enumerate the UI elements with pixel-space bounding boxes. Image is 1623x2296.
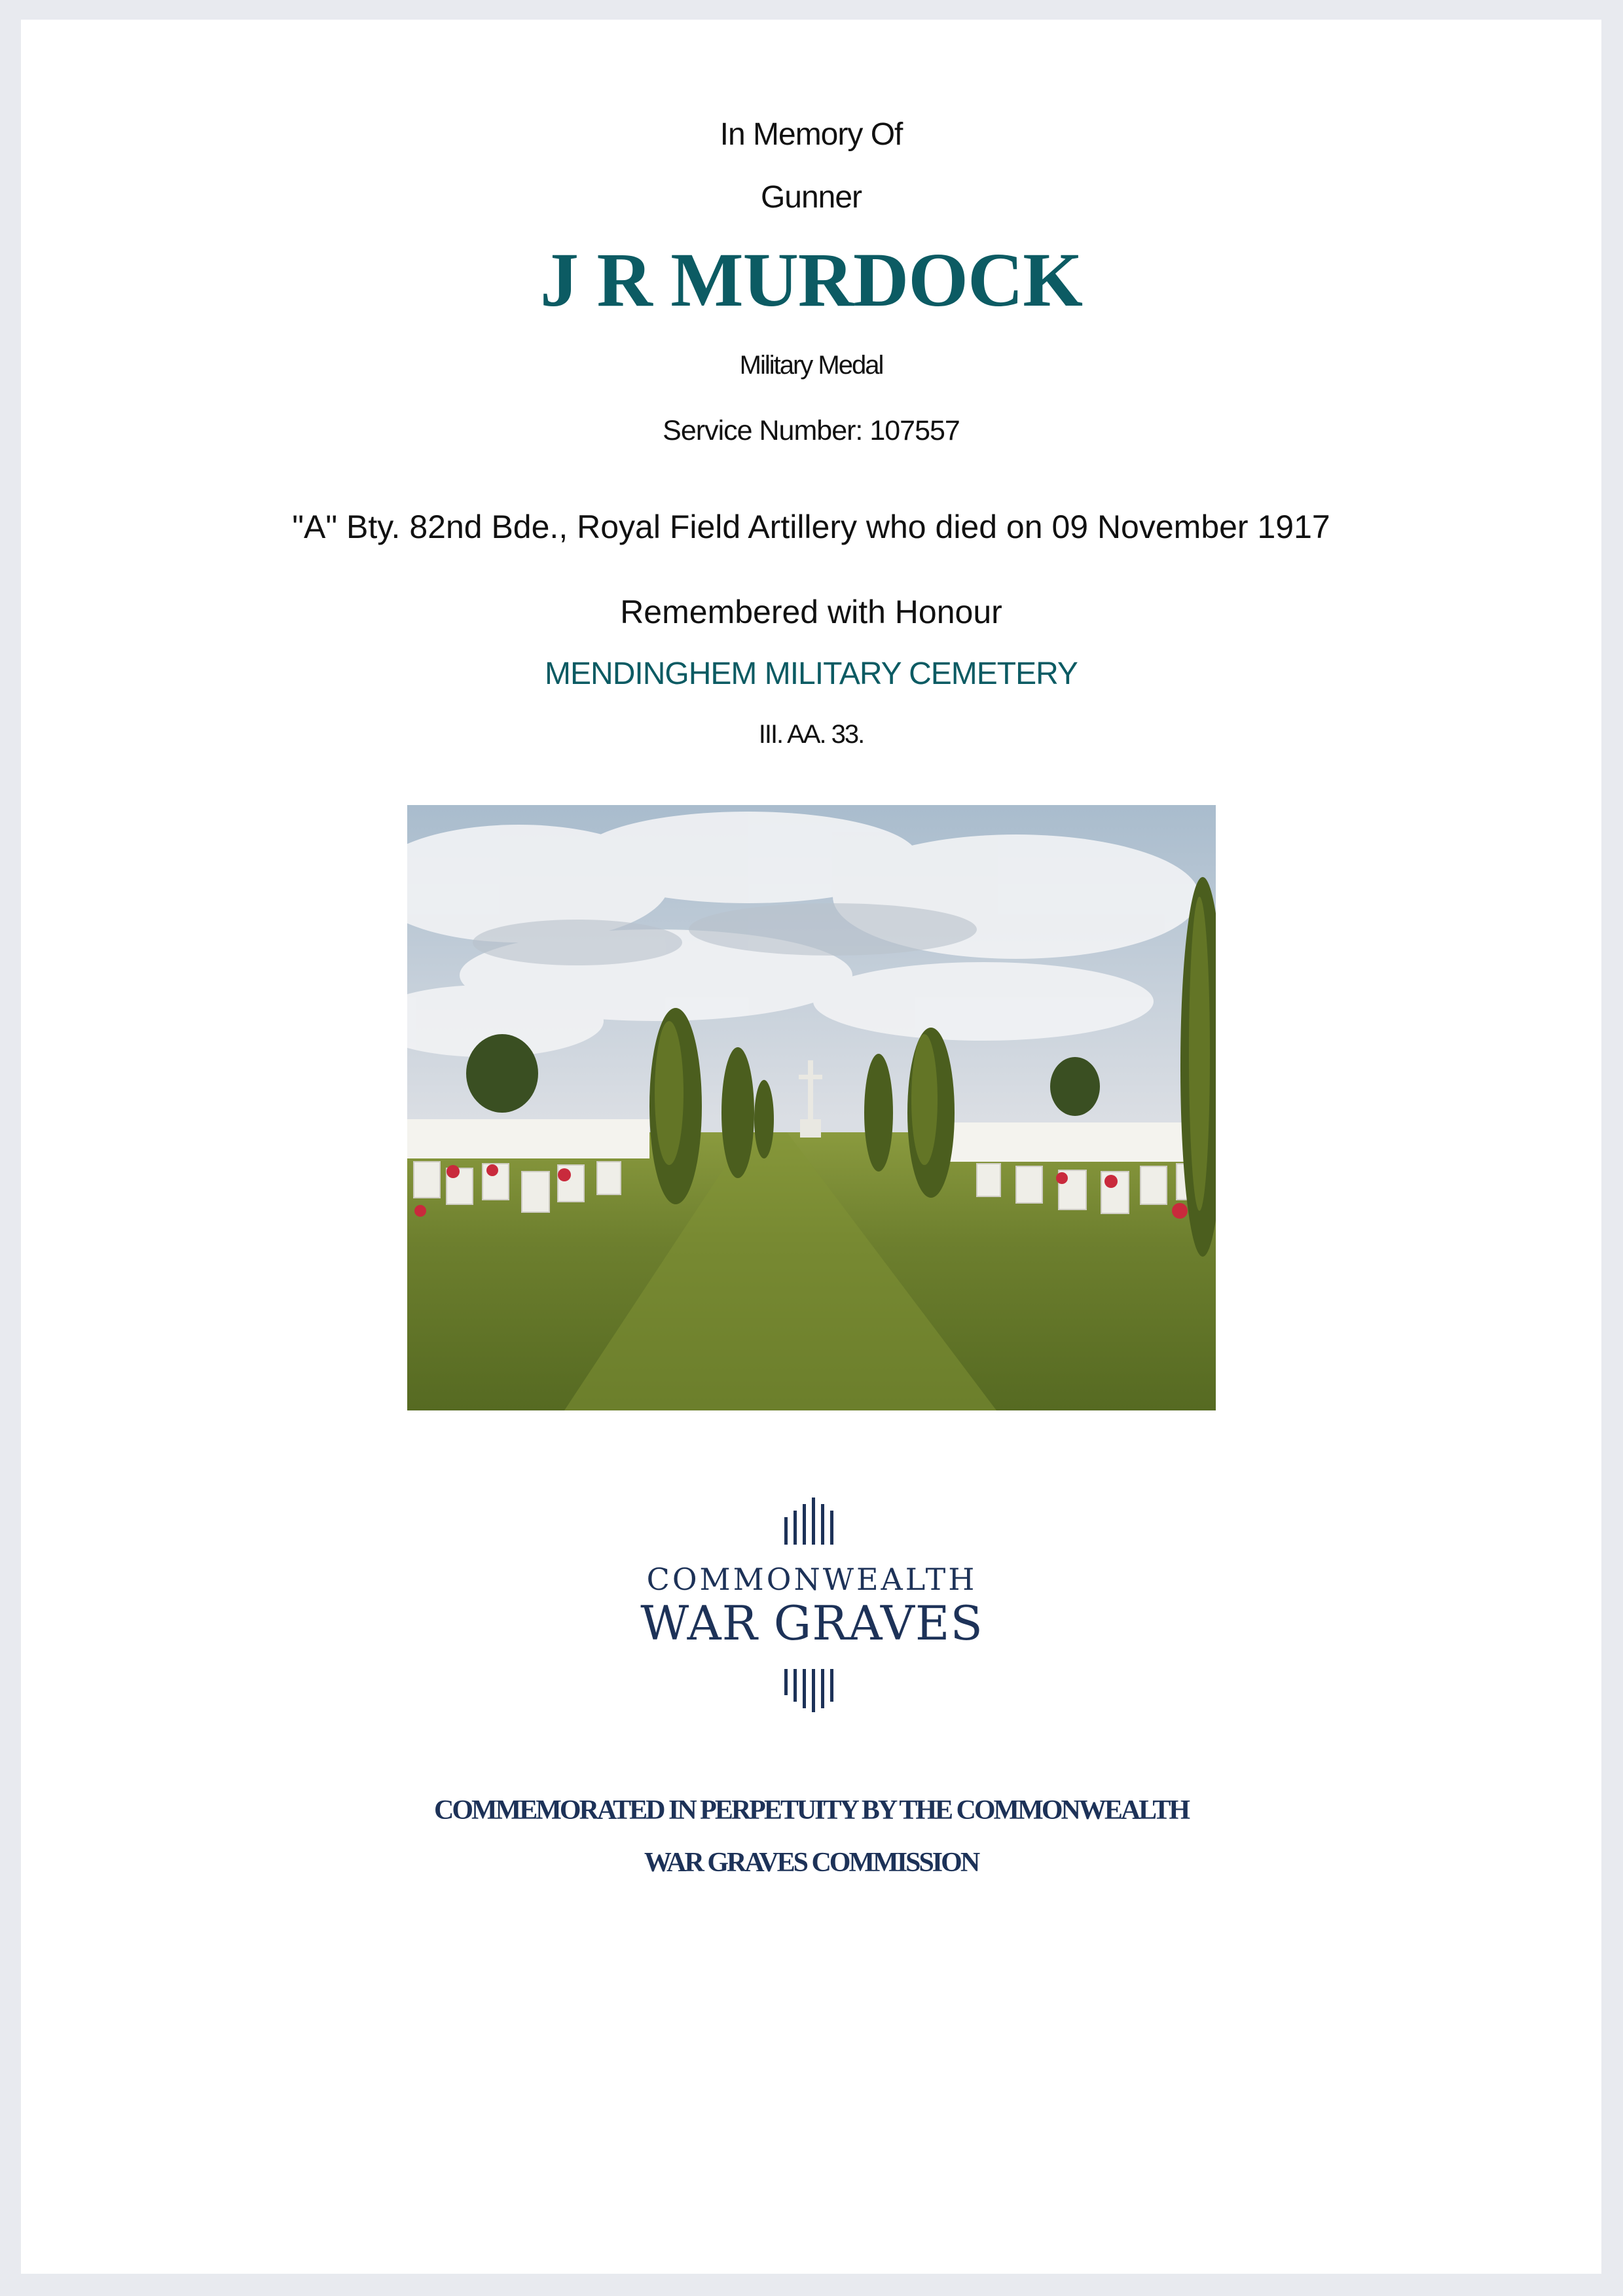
- logo-line-commonwealth: COMMONWEALTH: [646, 1562, 977, 1597]
- logo-bottom-marks-icon: [635, 1669, 989, 1715]
- cemetery-name: MENDINGHEM MILITARY CEMETERY: [545, 656, 1078, 691]
- grave-reference: III. AA. 33.: [758, 720, 864, 749]
- casualty-name: J R MURDOCK: [539, 237, 1083, 323]
- cemetery-photo: [407, 805, 1216, 1410]
- footer-line-2: WAR GRAVES COMMISSION: [644, 1848, 979, 1878]
- certificate-page: [21, 20, 1601, 2274]
- footer-line-1: COMMEMORATED IN PERPETUITY BY THE COMMONWEALTH: [433, 1795, 1189, 1825]
- service-number: Service Number: 107557: [663, 415, 960, 446]
- remembered-text: Remembered with Honour: [620, 594, 1002, 630]
- cwgc-logo: [635, 1492, 989, 1715]
- unit-and-death-text: "A" Bty. 82nd Bde., Royal Field Artillery who died on 09 November 1917: [292, 509, 1330, 545]
- honour-text: Military Medal: [739, 351, 883, 380]
- logo-top-marks-icon: [635, 1492, 989, 1545]
- rank-text: Gunner: [760, 180, 862, 215]
- intro-text: In Memory Of: [720, 117, 903, 152]
- logo-line-war-graves: WAR GRAVES: [640, 1596, 983, 1651]
